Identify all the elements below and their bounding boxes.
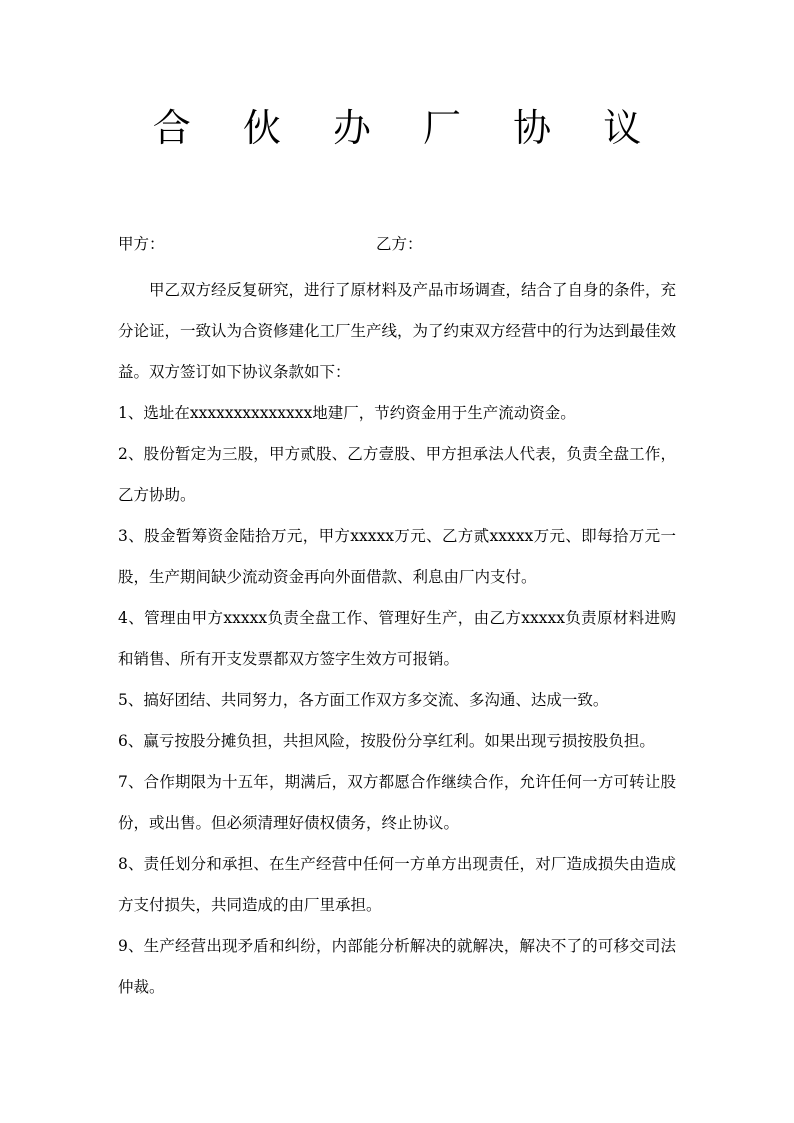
party-a-label: 甲方：: [118, 235, 165, 253]
party-b-label: 乙方：: [376, 235, 423, 253]
agreement-body: [118, 270, 676, 1008]
clause-1: 1、选址在xxxxxxxxxxxxxx地建厂，节约资金用于生产流动资金。: [118, 404, 576, 422]
intro-paragraph: 甲乙双方经反复研究，进行了原材料及产品市场调查，结合了自身的条件，充分论证，一致认为合资修建化工厂生产线，为了约束双方经营中的行为达到最佳效益。双方签订如下协议条款如下：: [118, 281, 677, 381]
parties-line: [118, 230, 678, 258]
clause-5: 5、搞好团结、共同努力，各方面工作双方多交流、多沟通、达成一致。: [118, 691, 609, 709]
clause-3: 3、股金暂筹资金陆拾万元，甲方xxxxx万元、乙方贰xxxxx万元、即每拾万元一股，生产期间缺少流动资金再向外面借款、利息由厂内支付。: [118, 527, 676, 586]
clause-4: 4、管理由甲方xxxxx负责全盘工作、管理好生产，由乙方xxxxx负责原材料进购和销售、所有开支发票都双方签字生效方可报销。: [118, 609, 676, 668]
clause-9: 9、生产经营出现矛盾和纠纷，内部能分析解决的就解决，解决不了的可移交司法仲裁。: [118, 937, 676, 996]
clause-8: 8、责任划分和承担、在生产经营中任何一方单方出现责任，对厂造成损失由造成方支付损失，共同造成的由厂里承担。: [118, 855, 676, 914]
clause-6: 6、赢亏按股分摊负担，共担风险，按股份分享红利。如果出现亏损按股负担。: [118, 732, 655, 750]
clause-2: 2、股份暂定为三股，甲方贰股、乙方壹股、甲方担承法人代表，负责全盘工作，乙方协助。: [118, 445, 676, 504]
clause-7: 7、合作期限为十五年，期满后，双方都愿合作继续合作，允许任何一方可转让股份，或出售。但必须清理好债权债务，终止协议。: [118, 773, 676, 832]
document-title: 合 伙 办 厂 协 议: [152, 106, 662, 150]
